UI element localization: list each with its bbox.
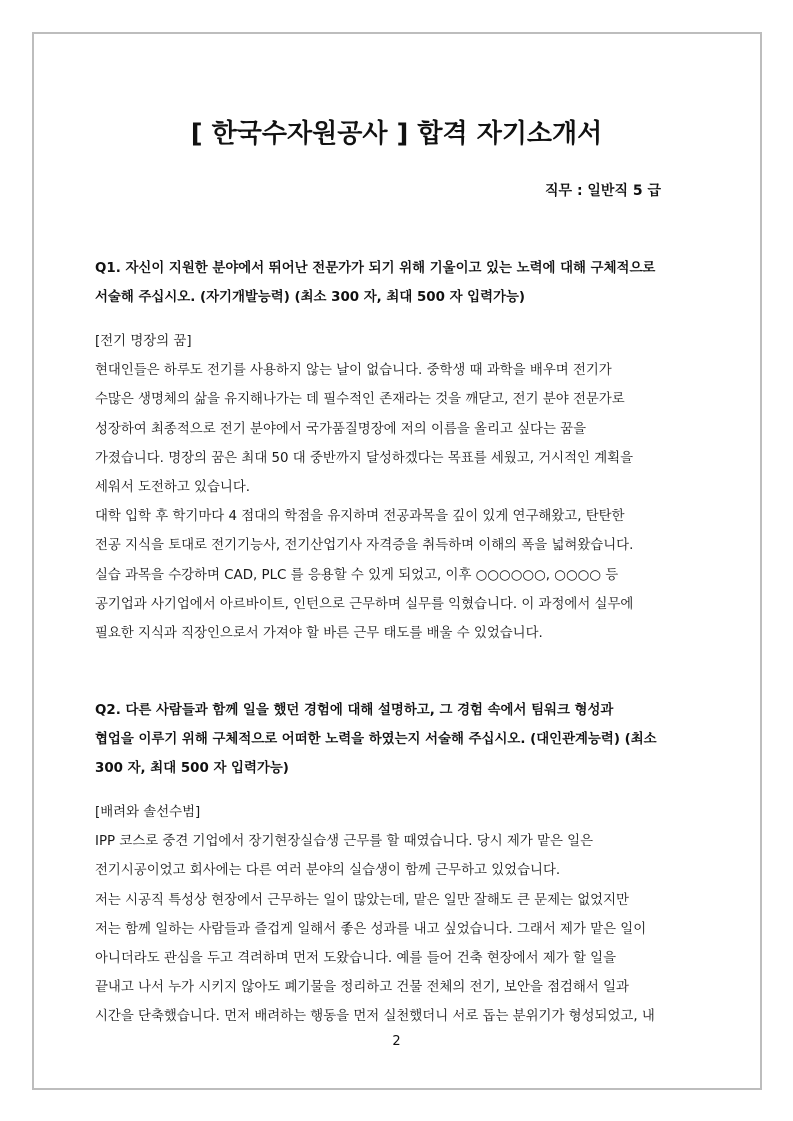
question-line: Q1. 자신이 지원한 분야에서 뛰어난 전문가가 되기 위해 기울이고 있는 노력에 대해 구체적으로 <box>95 261 656 276</box>
job-label: 직무 : 일반직 5 급 <box>545 183 661 199</box>
question-line: 협업을 이루기 위해 구체적으로 어떠한 노력을 하였는지 서술해 주십시오. (대인관계능력) (최소 <box>95 732 657 747</box>
answer-line: 아니더라도 관심을 두고 격려하며 먼저 도왔습니다. 예를 들어 건축 현장에서 제가 할 일을 <box>95 951 617 967</box>
answer-line: 시간을 단축했습니다. 먼저 배려하는 행동을 먼저 실천했더니 서로 돕는 분위기가 형성되었고, 내 <box>95 1009 655 1025</box>
answer-1 <box>95 327 705 648</box>
answer-line: 전기시공이었고 회사에는 다른 여러 분야의 실습생이 함께 근무하고 있었습니다. <box>95 863 561 879</box>
answer-line: 실습 과목을 수강하며 CAD, PLC 를 응용할 수 있게 되었고, 이후 ○○○○○○, ○○○○ 등 <box>95 567 619 583</box>
question-line: Q2. 다른 사람들과 함께 일을 했던 경험에 대해 설명하고, 그 경험 속에서 팀워크 형성과 <box>95 703 614 718</box>
answer-line: 현대인들은 하루도 전기를 사용하지 않는 날이 없습니다. 중학생 때 과학을 배우며 전기가 <box>95 363 612 379</box>
answer-line: 저는 함께 일하는 사람들과 즐겁게 일해서 좋은 성과를 내고 싶었습니다. 그래서 제가 맡은 일이 <box>95 921 647 937</box>
answer-line: 저는 시공직 특성상 현장에서 근무하는 일이 많았는데, 맡은 일만 잘해도 큰 문제는 없었지만 <box>95 892 629 908</box>
answer-line: 수많은 생명체의 삶을 유지해나가는 데 필수적인 존재라는 것을 깨닫고, 전기 분야 전문가로 <box>95 392 625 408</box>
answer-line: 세워서 도전하고 있습니다. <box>95 480 251 496</box>
question-1-text <box>95 254 705 312</box>
answer-heading: [전기 명장의 꿈] <box>95 334 192 349</box>
question-2-text <box>95 696 705 783</box>
question-line: 300 자, 최대 500 자 입력가능) <box>95 761 289 776</box>
answer-heading: [배려와 솔선수범] <box>95 805 201 820</box>
answer-2 <box>95 798 705 1032</box>
answer-line: 공기업과 사기업에서 아르바이트, 인턴으로 근무하며 실무를 익혔습니다. 이 과정에서 실무에 <box>95 596 634 612</box>
answer-line: 전공 지식을 토대로 전기기능사, 전기산업기사 자격증을 취득하며 이해의 폭을 넓혀왔습니다. <box>95 538 634 554</box>
answer-1-text <box>95 327 705 648</box>
answer-line: 끝내고 나서 누가 시키지 않아도 폐기물을 정리하고 건물 전체의 전기, 보안을 점검해서 일과 <box>95 980 629 996</box>
answer-line: IPP 코스로 중견 기업에서 장기현장실습생 근무를 할 때였습니다. 당시 제가 맡은 일은 <box>95 834 594 850</box>
answer-line: 성장하여 최종적으로 전기 분야에서 국가품질명장에 저의 이름을 올리고 싶다는 꿈을 <box>95 421 587 437</box>
answer-line: 필요한 지식과 직장인으로서 가져야 할 바른 근무 태도를 배울 수 있었습니다. <box>95 626 543 642</box>
answer-line: 가졌습니다. 명장의 꿈은 최대 50 대 중반까지 달성하겠다는 목표를 세웠고, 거시적인 계획을 <box>95 450 634 466</box>
page-number: 2 <box>392 1034 401 1049</box>
answer-line: 대학 입학 후 학기마다 4 점대의 학점을 유지하며 전공과목을 깊이 있게 연구해왔고, 탄탄한 <box>95 509 625 525</box>
question-1 <box>95 254 705 312</box>
answer-2-text <box>95 798 705 1032</box>
document-title: [ 한국수자원공사 ] 합격 자기소개서 <box>190 119 603 149</box>
question-2 <box>95 696 705 783</box>
question-line: 서술해 주십시오. (자기개발능력) (최소 300 자, 최대 500 자 입력가능) <box>95 290 526 305</box>
